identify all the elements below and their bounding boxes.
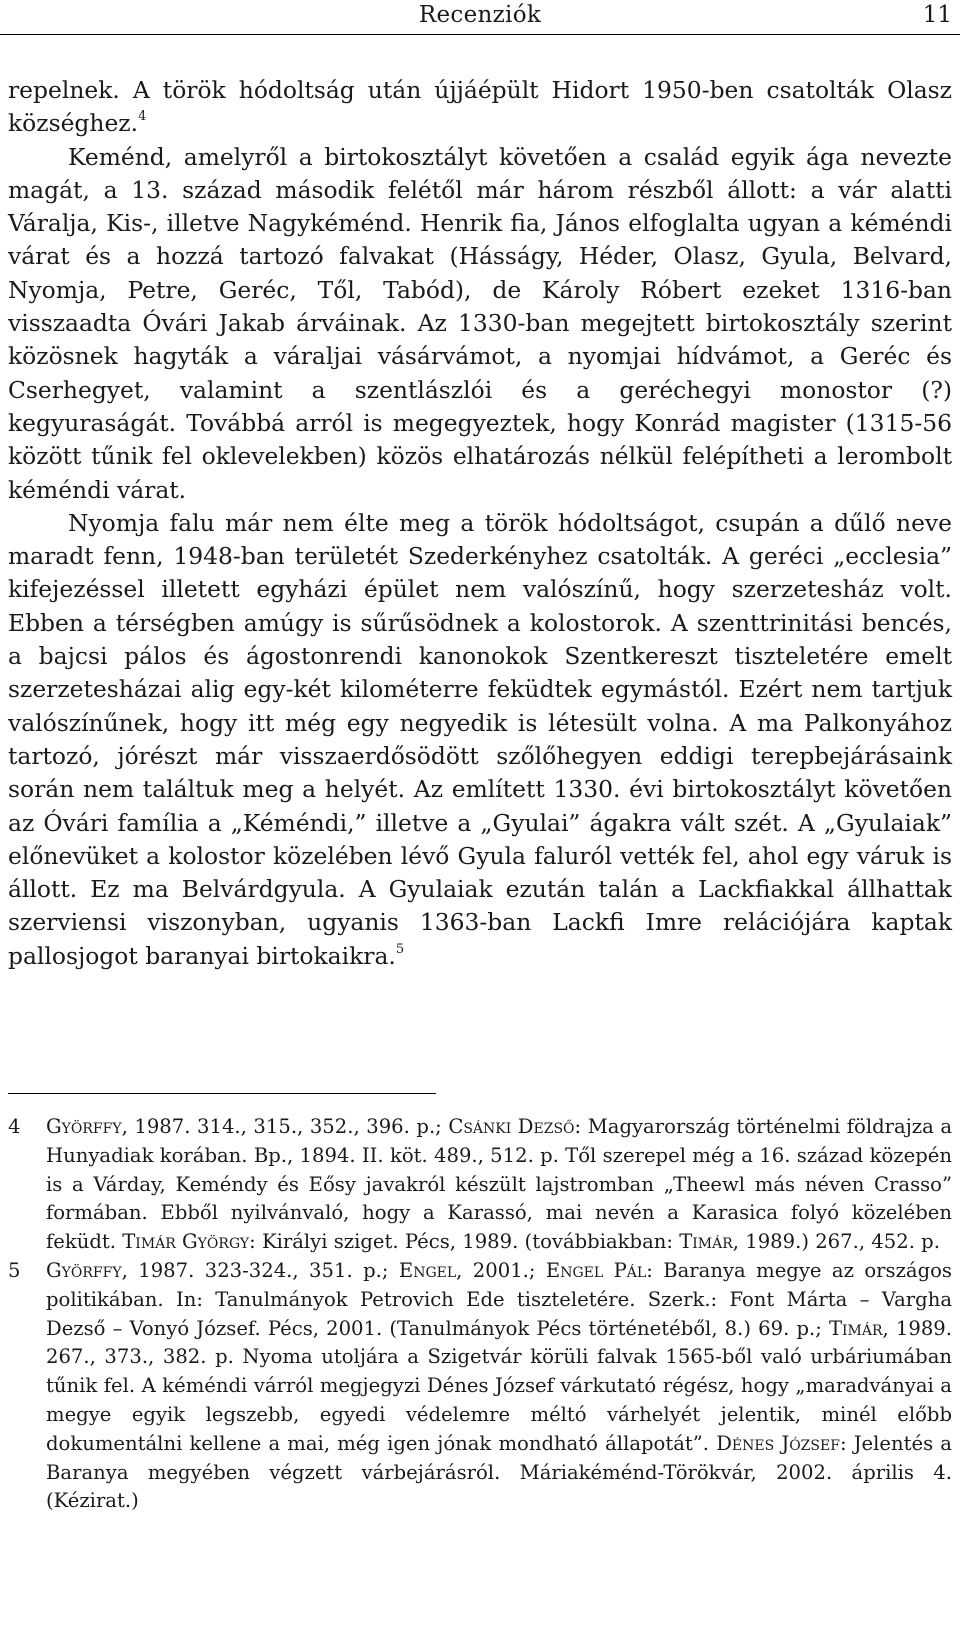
paragraph-2: Keménd, amelyről a birtokosztályt követően a család egyik ága nevezte magát, a 13. század második felétől már három részből állott: a vár alatti Váralja, Kis-, illetve Nagykéménd. Henrik fia, János elfoglalta ugyan a kéméndi várat és a hozzá tartozó falvakat (Hásságy, Héder, Olasz, Gyula, Belvard, Nyomja, Petre, Geréc, Től, Tabód), de Károly Róbert ezeket 1316-ban visszaadta Óvári Jakab árváinak. Az 1330-ban megejtett birtokosztály szerint közösnek hagyták a váraljai vásárvámot, a nyomjai hídvámot, a Geréc és Cserhegyet, valamint a szentlászlói és a geréchegyi monostor (?) kegyuraságát. Továbbá arról is megegyeztek, hogy Konrád magister (1315-56 között tűnik fel oklevelekben) közös elhatározás nélkül felépítheti a lerombolt kéméndi várat.: [8, 142, 952, 504]
running-head: Recenziók: [418, 2, 542, 28]
footnote-ref-4: 4: [138, 109, 147, 125]
footnote-5: [8, 1257, 952, 1516]
footnote-text: : Baranya megye az országos politikában. In: Tanulmányok Petrovich Ede tiszteletére. Szerk.: Font Márta – Vargha Dezső – Vonyó József. Pécs, 2001. (Tanulmányok Pécs történetéből, 8.) 69. p.;: [46, 1258, 952, 1340]
footnote-text: : Jelentés a Baranya megyében végzett várbejárásról. Máriakéménd-Törökvár, 2002. április 4. (Kézirat.): [46, 1431, 952, 1513]
paragraph-1-text: repelnek. A török hódoltság után újjáépült Hidort 1950-ben csatolták Olasz községhez.: [8, 76, 952, 138]
footnotes: [8, 1113, 952, 1516]
footnote-text: , 1989.) 267., 452. p.: [732, 1230, 940, 1254]
paragraph-1: [8, 74, 952, 141]
author-name: Györffy: [46, 1258, 122, 1282]
paragraph-3-text: Nyomja falu már nem élte meg a török hódoltságot, csupán a dűlő neve maradt fenn, 1948-ban területét Szederkényhez csatolták. A geréci „ecclesia” kifejezéssel illetett egyházi épület nem valószínű, hogy szerzetesház volt. Ebben a térségben amúgy is sűrűsödnek a kolostorok. A szenttrinitási bencés, a bajcsi pálos és ágostonrendi kanonokok Szentkereszt tiszteletére emelt szerzetesházai alig egy-két kilométerre feküdtek egymástól. Ezért nem tartjuk valószínűnek, hogy itt még egy negyedik is létesült volna. A ma Palkonyához tartozó, jórészt már visszaerdősödött szőlőhegyen eddigi terepbejárásaink során nem találtuk meg a helyét. Az említett 1330. évi birtokosztályt követően az Óvári família a „Kéméndi,” illetve a „Gyulai” ágakra vált szét. A „Gyulaiak” előnevüket a kolostor közelében lévő Gyula faluról vették fel, ahol egy váruk is állott. Ez ma Belvárdgyula. A Gyulaiak ezután talán a Lackfiakkal állhattak szerviensi viszonyban, ugyanis 1363-ban Lackfi Imre relációjára kaptak pallosjogot baranyai birtokaikra.: [8, 508, 952, 970]
footnote-text: , 1989. 267., 373., 382. p. Nyoma utoljára a Szigetvár körüli falvak 1565-ből való urbáriumában tűnik fel. A kéméndi várról megjegyzi Dénes József várkutató régész, hogy „maradványai a megye egyik legszebb, egyedi védelemre méltó várhelyét jelentik, minél előbb dokumentálni kellene a mai, még igen jónak mondható állapotát”.: [46, 1316, 952, 1455]
footnote-text: , 1987. 323-324., 351. p.;: [121, 1258, 399, 1282]
author-name: Engel: [398, 1258, 457, 1282]
paragraph-3: [8, 507, 952, 973]
footnote-4: [8, 1113, 952, 1257]
footnote-text: , 1987. 314., 315., 352., 396. p.;: [121, 1115, 449, 1138]
footnote-text: : Királyi sziget. Pécs, 1989. (továbbiakban:: [249, 1230, 680, 1254]
author-name: Engel Pál: [545, 1258, 647, 1282]
author-name: Timár: [828, 1316, 883, 1340]
footnote-separator: [8, 1093, 436, 1094]
author-name: Timár György: [122, 1230, 250, 1254]
footnote-number: 4: [8, 1115, 21, 1138]
body-text: [8, 74, 952, 973]
footnote-text: : Magyarország történelmi földrajza a Hunyadiak korában. Bp., 1894. II. köt. 489., 512. p. Től szerepel még a 16. század közepén is a Várday, Keméndy és Eősy javakról készült lajstromban „Theewl más néven Crasso” formában. Ebből nyilvánvaló, hogy a Karassó, mai nevén a Karasica folyó közelében feküdt.: [46, 1115, 953, 1254]
footnote-text: , 2001.;: [456, 1258, 546, 1282]
footnote-ref-5: 5: [395, 941, 405, 957]
page-number: 11: [922, 2, 952, 28]
author-name: Györffy: [46, 1115, 122, 1138]
author-name: Timár: [679, 1230, 733, 1254]
page-header: [0, 0, 960, 35]
author-name: Dénes József: [716, 1431, 840, 1455]
footnote-number: 5: [8, 1258, 21, 1282]
author-name: Csánki Dezső: [448, 1115, 575, 1138]
